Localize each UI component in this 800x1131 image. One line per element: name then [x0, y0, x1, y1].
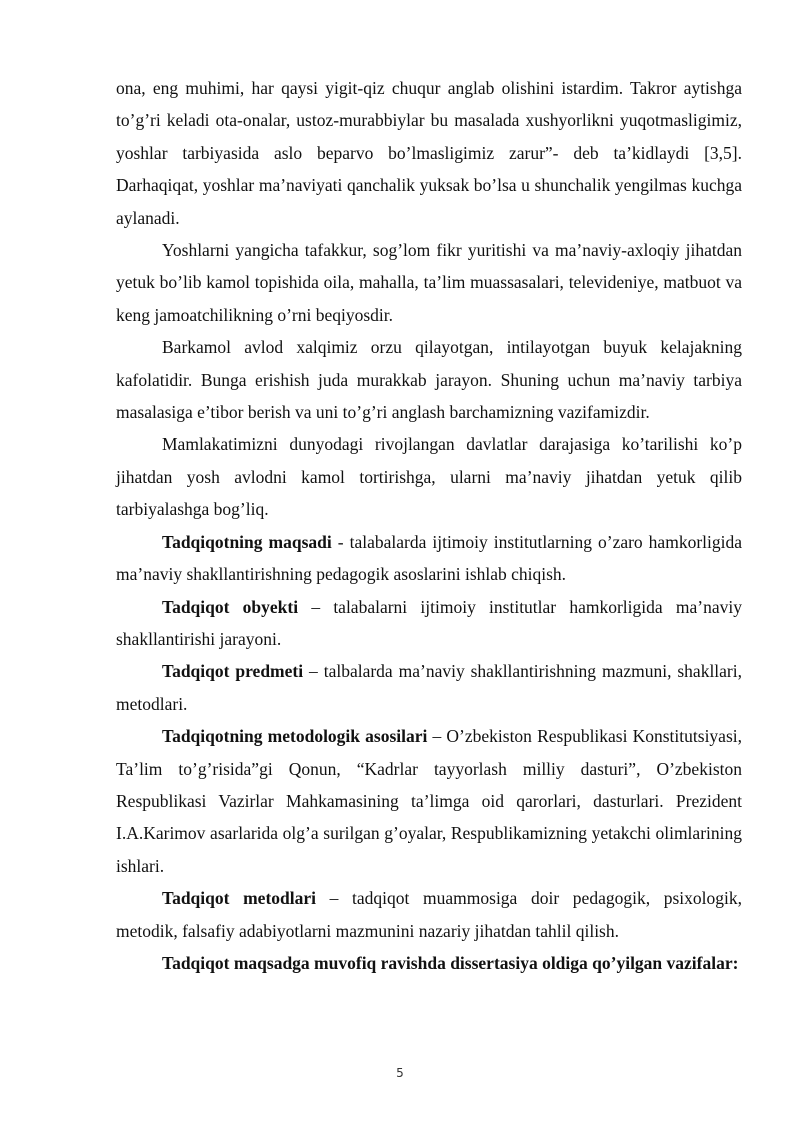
paragraph-mamlakatimiz: Mamlakatimizni dunyodagi rivojlangan davlatlar darajasiga ko’tarilishi ko’p jihatdan yosh avlodni kamol tortirishga, ularni ma’naviy jihatdan yetuk qilib tarbiyalashga bog’liq.: [116, 434, 742, 520]
paragraph-research-object: [116, 591, 742, 656]
page-body: [116, 72, 742, 979]
research-subject-term: Tadqiqot predmeti: [162, 661, 304, 682]
page-number: 5: [396, 1066, 404, 1080]
paragraph-methodological-basis: [116, 720, 742, 882]
research-goal-term: Tadqiqotning maqsadi: [162, 531, 332, 552]
paragraph-research-tasks-heading: Tadqiqot maqsadga muvofiq ravishda dissertasiya oldiga qo’yilgan vazifalar:: [162, 952, 739, 973]
research-object-text: – talabalarni ijtimoiy institutlar hamkorligida ma’naviy shakllantirishi jarayoni.: [116, 596, 742, 649]
paragraph-continuation: ona, eng muhimi, har qaysi yigit-qiz chuqur anglab olishini istardim. Takror aytishga to’g’ri keladi ota-onalar, ustoz-murabbiylar bu masalada xushyorlikni yuqotmasligimiz, yoshlar tarbiyasida aslo beparvo bo’lmasligimiz zarur”- deb ta’kidlaydi [3,5]. Darhaqiqat, yoshlar ma’naviyati qanchalik yuksak bo’lsa u shunchalik yengilmas kuchga aylanadi.: [116, 78, 742, 228]
research-methods-term: Tadqiqot metodlari: [162, 888, 316, 909]
paragraph-research-methods: [116, 882, 742, 947]
research-goal-text: - talabalarda ijtimoiy institutlarning o’zaro hamkorligida ma’naviy shakllantirishning pedagogik asoslarini ishlab chiqish.: [116, 531, 742, 585]
paragraph-youth-thinking: Yoshlarni yangicha tafakkur, sog’lom fikr yuritishi va ma’naviy-axloqiy jihatdan yetuk bo’lib kamol topishida oila, mahalla, ta’lim muassasalari, televideniye, matbuot va keng jamoatchilikning o’rni beqiyosdir.: [116, 240, 742, 325]
paragraph-barkamol-avlod: Barkamol avlod xalqimiz orzu qilayotgan, intilayotgan buyuk kelajakning kafolatidir. Bunga erishish juda murakkab jarayon. Shuning uchun ma’naviy tarbiya masalasiga e’tibor berish va uni to’g’ri anglash barchamizning vazifamizdir.: [116, 337, 742, 423]
paragraph-research-goal: [116, 526, 742, 591]
methodological-basis-text: – O’zbekiston Respublikasi Konstitutsiyasi, Ta’lim to’g’risida”gi Qonun, “Kadrlar tayyorlash milliy dasturi”, O’zbekiston Respublikasi Vazirlar Mahkamasining ta’limga oid qarorlari, dasturlari. Prezident I.A.Karimov asarlarida olg’a surilgan g’oyalar, Respublikamizning yetakchi olimlarining ishlari.: [116, 726, 742, 876]
research-methods-text: – tadqiqot muammosiga doir pedagogik, psixologik, metodik, falsafiy adabiyotlarni mazmunini nazariy jihatdan tahlil qilish.: [116, 888, 742, 941]
research-subject-text: – talbalarda ma’naviy shakllantirishning mazmuni, shakllari, metodlari.: [116, 661, 742, 714]
paragraph-research-subject: [116, 655, 742, 720]
research-object-term: Tadqiqot obyekti: [162, 596, 299, 617]
methodological-basis-term: Tadqiqotning metodologik asosilari: [162, 726, 428, 747]
